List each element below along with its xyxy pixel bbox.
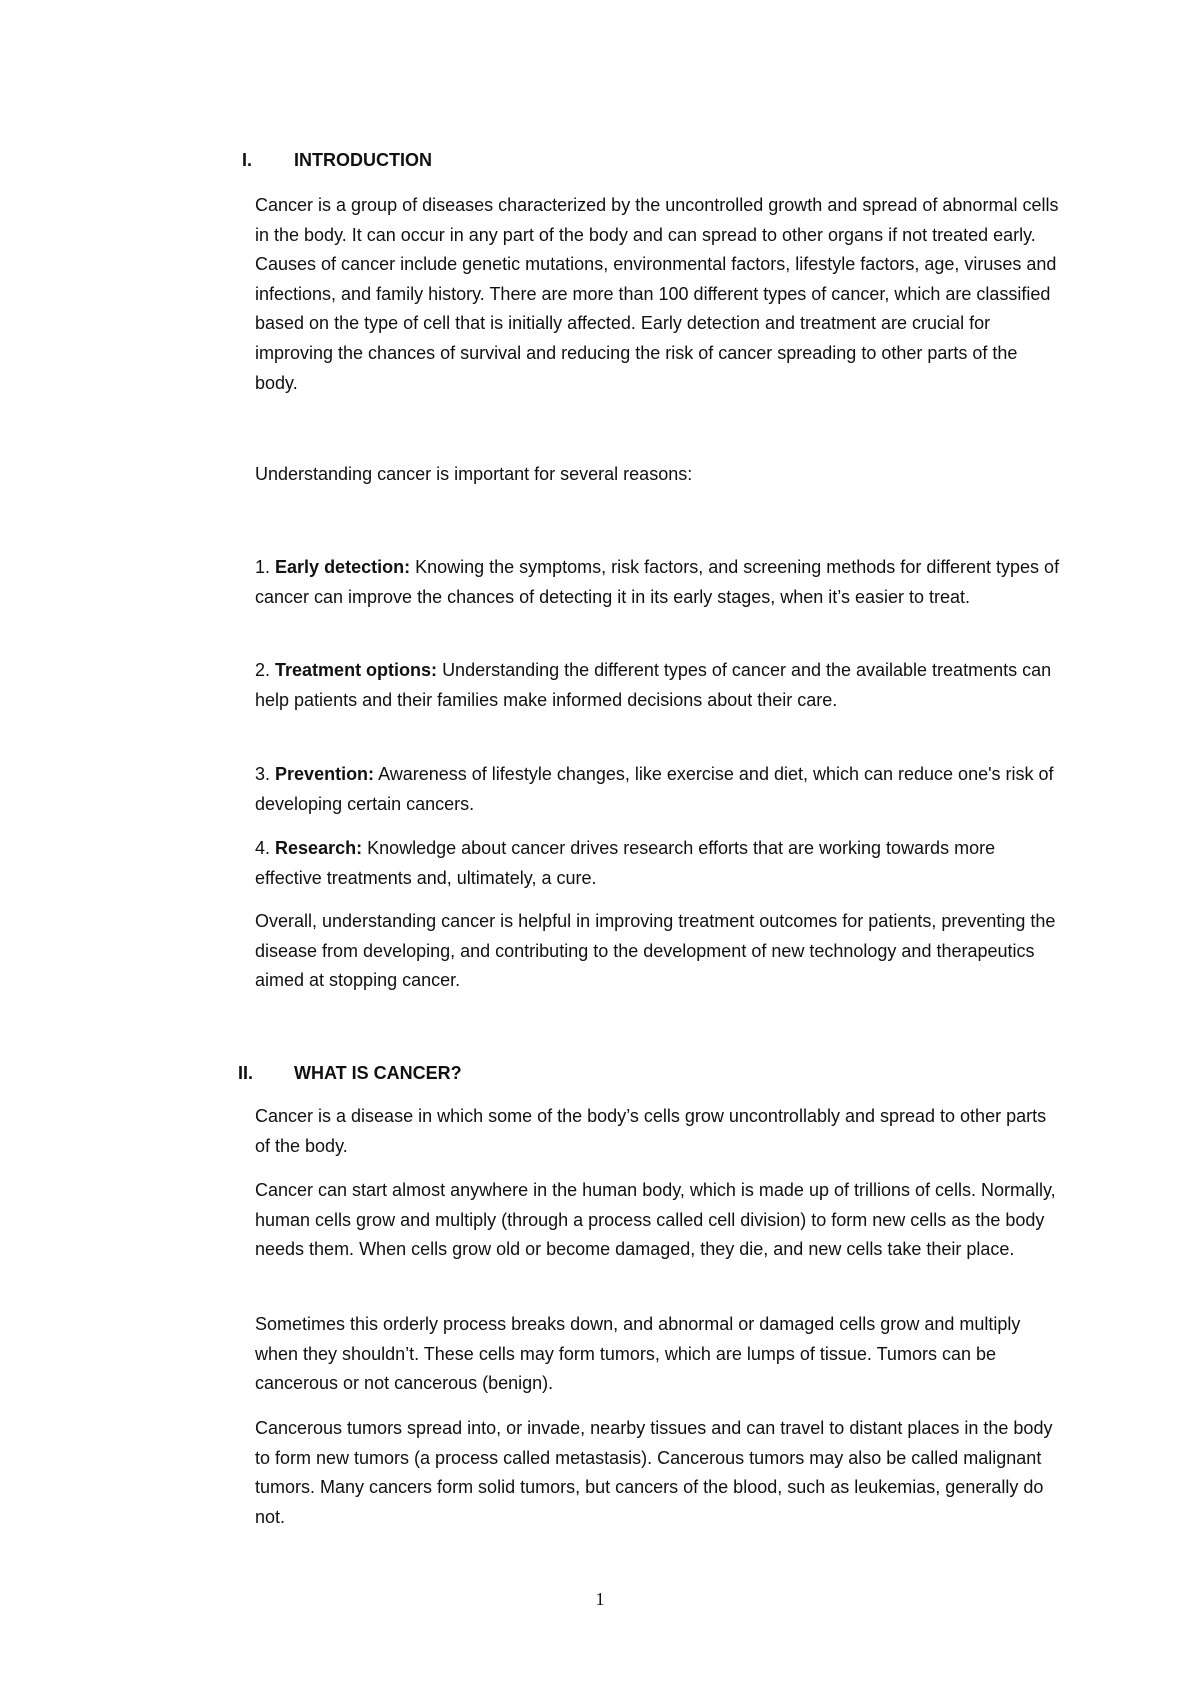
reason-label: Early detection: — [275, 557, 411, 577]
reason-number: 2. — [255, 660, 271, 680]
section-number: II. — [238, 1063, 254, 1083]
reason-item — [255, 553, 1065, 612]
reasons-lead-paragraph: Understanding cancer is important for several reasons: — [255, 464, 693, 484]
body-paragraph: Cancerous tumors spread into, or invade, nearby tissues and can travel to distant places in the body to form new tumors (a process called metastasis). Cancerous tumors may also be called malignant tumors. Many cancers form solid tumors, but cancers of the blood, such as leukemias, generally do not. — [255, 1418, 1053, 1527]
page-number: 1 — [595, 1589, 605, 1609]
reason-item — [255, 834, 1065, 893]
reason-label: Research: — [275, 838, 363, 858]
reason-number: 4. — [255, 838, 271, 858]
reason-label: Prevention: — [275, 764, 375, 784]
body-paragraph: Cancer is a disease in which some of the body’s cells grow uncontrollably and spread to other parts of the body. — [255, 1106, 1047, 1156]
body-paragraph: Cancer can start almost anywhere in the human body, which is made up of trillions of cells. Normally, human cells grow and multiply (through a process called cell division) to form new cells as the body needs them. When cells grow old or become damaged, they die, and new cells take their place. — [255, 1180, 1056, 1260]
section-number: I. — [242, 150, 253, 170]
reason-number: 1. — [255, 557, 271, 577]
reason-item — [255, 760, 1065, 819]
body-paragraph: Sometimes this orderly process breaks down, and abnormal or damaged cells grow and multiply when they shouldn’t. These cells may form tumors, which are lumps of tissue. Tumors can be cancerous or not cancerous (benign). — [255, 1314, 1021, 1394]
reason-text: Understanding the different types of cancer and the available treatments can help patients and their families make informed decisions about their care. — [255, 660, 1052, 710]
section-title: WHAT IS CANCER? — [294, 1063, 462, 1083]
overall-paragraph: Overall, understanding cancer is helpful in improving treatment outcomes for patients, preventing the disease from developing, and contributing to the development of new technology and therapeutics aimed at stopping cancer. — [255, 911, 1056, 991]
reason-text: Awareness of lifestyle changes, like exercise and diet, which can reduce one's risk of developing certain cancers. — [255, 764, 1054, 814]
section-title: INTRODUCTION — [294, 150, 432, 170]
reason-text: Knowledge about cancer drives research efforts that are working towards more effective treatments and, ultimately, a cure. — [255, 838, 996, 888]
intro-paragraph: Cancer is a group of diseases characterized by the uncontrolled growth and spread of abnormal cells in the body. It can occur in any part of the body and can spread to other organs if not treated early. Causes of cancer include genetic mutations, environmental factors, lifestyle factors, age, viruses and infections, and family history. There are more than 100 different types of cancer, which are classified based on the type of cell that is initially affected. Early detection and treatment are crucial for improving the chances of survival and reducing the risk of cancer spreading to other parts of the body. — [255, 195, 1059, 393]
reason-label: Treatment options: — [275, 660, 438, 680]
reason-text: Knowing the symptoms, risk factors, and screening methods for different types of cancer can improve the chances of detecting it in its early stages, when it’s easier to treat. — [255, 557, 1060, 607]
reason-item — [255, 656, 1065, 715]
reason-number: 3. — [255, 764, 271, 784]
